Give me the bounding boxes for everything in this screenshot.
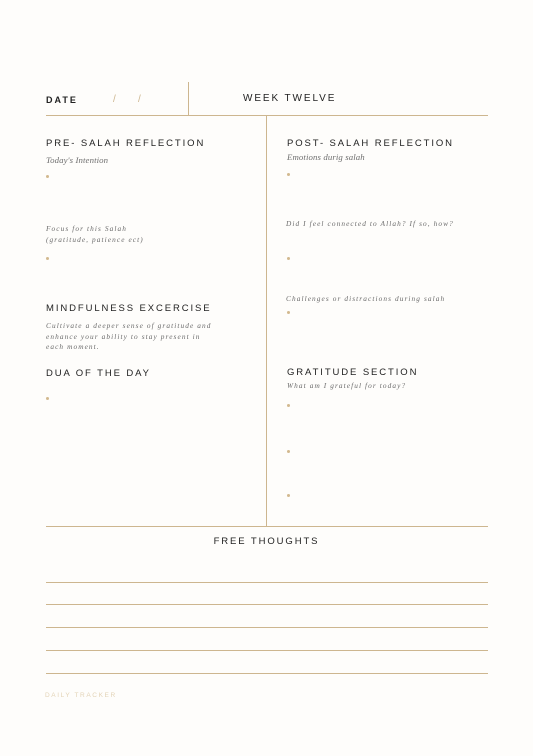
bullet-dot: [287, 257, 290, 260]
footer-label: DAILY TRACKER: [45, 692, 117, 699]
bullet-dot: [287, 494, 290, 497]
emotions-prompt: Emotions durig salah: [287, 152, 365, 162]
post-salah-title: POST- SALAH REFLECTION: [287, 138, 454, 149]
bullet-dot: [287, 173, 290, 176]
pre-salah-title: PRE- SALAH REFLECTION: [46, 138, 206, 149]
writing-line[interactable]: [46, 582, 488, 583]
date-separator-2: /: [138, 94, 141, 105]
date-separator-1: /: [113, 94, 116, 105]
bullet-dot: [287, 311, 290, 314]
focus-prompt: Focus for this Salah (gratitude, patience ect): [46, 224, 144, 244]
bullet-dot: [46, 397, 49, 400]
mindfulness-title: MINDFULNESS EXCERCISE: [46, 303, 212, 314]
intention-prompt: Today's Intention: [46, 155, 109, 165]
bullet-dot: [46, 257, 49, 260]
gratitude-prompt: What am I grateful for today?: [287, 381, 407, 390]
bullet-dot: [46, 175, 49, 178]
connected-prompt: Did I feel connected to Allah? If so, how?: [286, 219, 454, 228]
writing-line[interactable]: [46, 627, 488, 628]
writing-line[interactable]: [46, 604, 488, 605]
bullet-dot: [287, 404, 290, 407]
header-divider: [188, 82, 189, 115]
writing-line[interactable]: [46, 650, 488, 651]
column-divider: [266, 115, 267, 526]
section-rule: [46, 526, 488, 527]
date-label: DATE: [46, 95, 78, 105]
gratitude-title: GRATITUDE SECTION: [287, 367, 419, 378]
header-rule: [46, 115, 488, 116]
week-title: WEEK TWELVE: [243, 93, 337, 104]
writing-line[interactable]: [46, 673, 488, 674]
bullet-dot: [287, 450, 290, 453]
dua-title: DUA OF THE DAY: [46, 368, 151, 379]
mindfulness-description: Cultivate a deeper sense of gratitude and enhance your ability to stay present in each moment.: [46, 321, 212, 351]
free-thoughts-title: FREE THOUGHTS: [213, 536, 320, 547]
challenges-prompt: Challenges or distractions during salah: [286, 294, 446, 303]
